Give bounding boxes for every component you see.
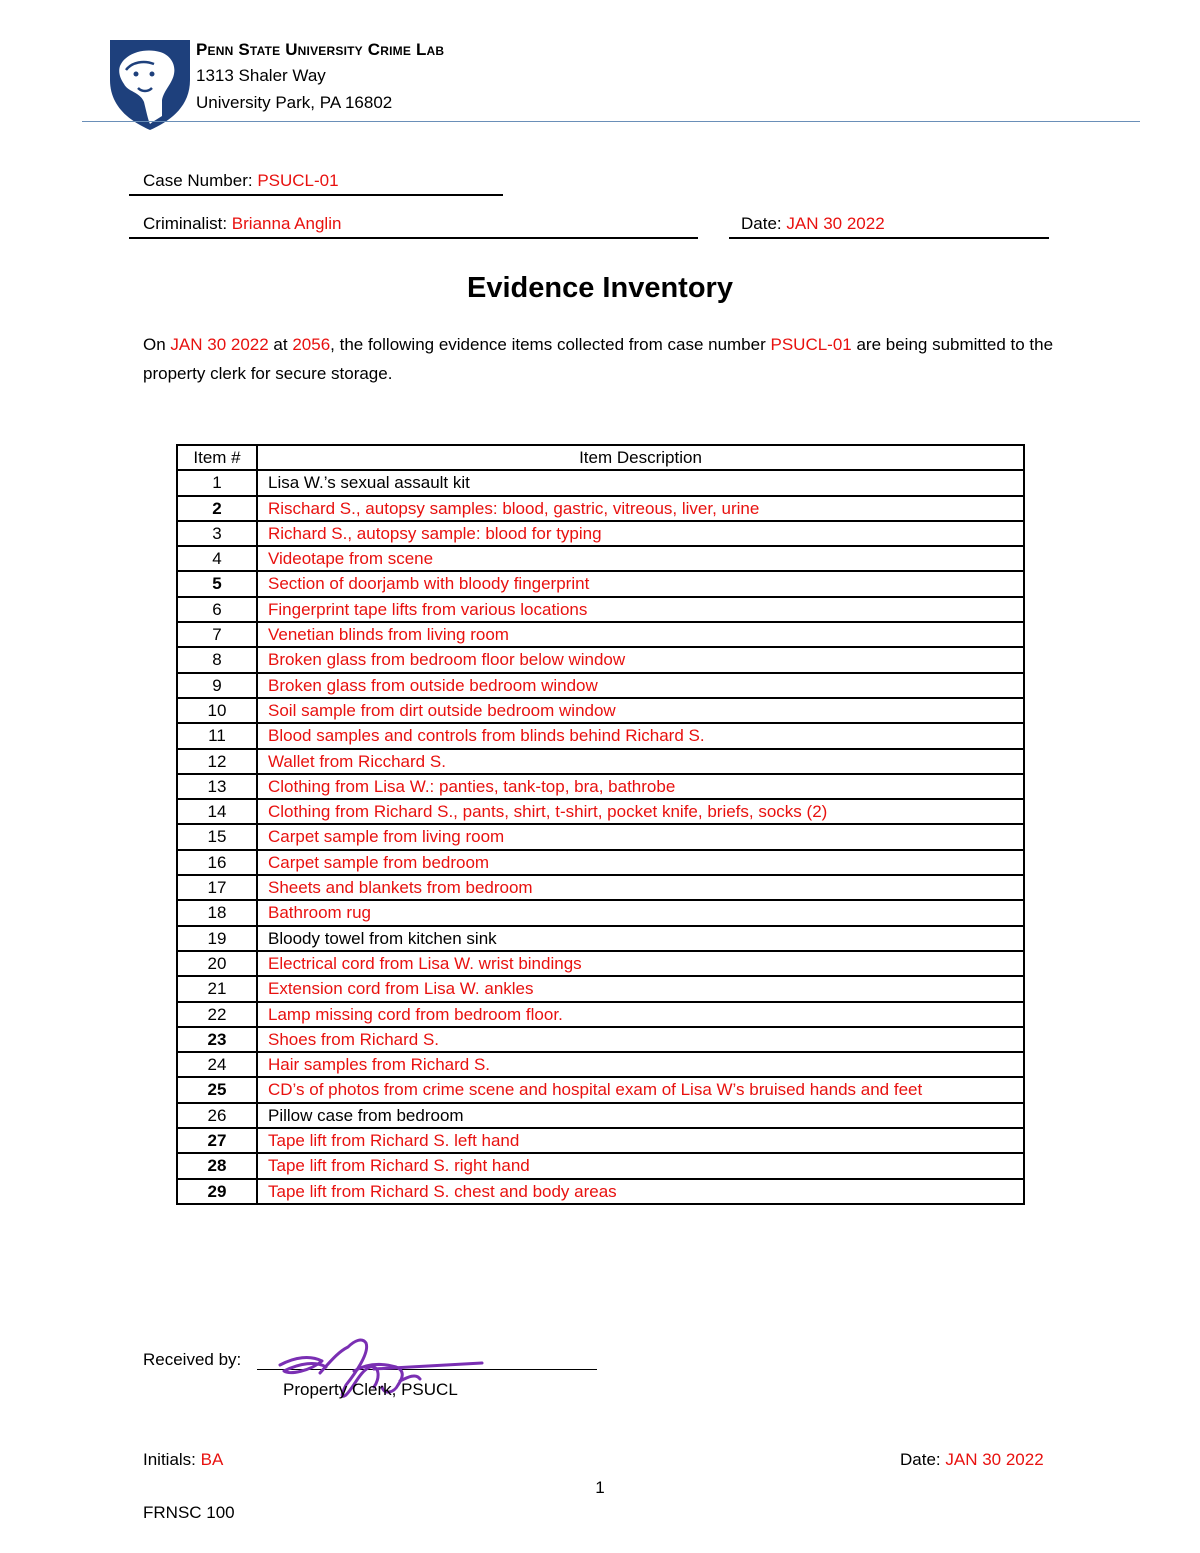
table-row (177, 723, 1024, 748)
item-number-cell: 4 (177, 546, 257, 571)
table-row (177, 647, 1024, 672)
item-description-cell: Venetian blinds from living room (257, 622, 1024, 647)
table-row (177, 850, 1024, 875)
initials-label: Initials: (143, 1450, 201, 1469)
course-code: FRNSC 100 (143, 1503, 235, 1522)
item-number-cell: 26 (177, 1103, 257, 1128)
item-description-cell: Blood samples and controls from blinds behind Richard S. (257, 723, 1024, 748)
item-description-cell: Extension cord from Lisa W. ankles (257, 976, 1024, 1001)
item-description-cell: Electrical cord from Lisa W. wrist bindings (257, 951, 1024, 976)
statement-time: 2056 (292, 335, 331, 354)
item-number-cell: 14 (177, 799, 257, 824)
item-number-cell: 28 (177, 1153, 257, 1178)
table-row (177, 875, 1024, 900)
table-row (177, 749, 1024, 774)
footer-date-field (900, 1450, 1044, 1470)
criminalist-label: Criminalist: (143, 214, 232, 233)
item-description-cell: CD’s of photos from crime scene and hospital exam of Lisa W’s bruised hands and feet (257, 1077, 1024, 1102)
item-number-cell: 13 (177, 774, 257, 799)
item-description-cell: Richard S., autopsy sample: blood for typing (257, 521, 1024, 546)
item-description-cell: Tape lift from Richard S. right hand (257, 1153, 1024, 1178)
criminalist-value: Brianna Anglin (231, 214, 342, 233)
item-number-cell: 11 (177, 723, 257, 748)
statement-text: at (268, 335, 293, 354)
column-header-item-description: Item Description (257, 445, 1024, 470)
table-row (177, 1027, 1024, 1052)
table-row (177, 1179, 1024, 1204)
item-number-cell: 21 (177, 976, 257, 1001)
item-description-cell: Soil sample from dirt outside bedroom window (257, 698, 1024, 723)
item-description-cell: Hair samples from Richard S. (257, 1052, 1024, 1077)
footer-date-value: JAN 30 2022 (945, 1450, 1044, 1469)
item-number-cell: 27 (177, 1128, 257, 1153)
item-description-cell: Videotape from scene (257, 546, 1024, 571)
item-description-cell: Bathroom rug (257, 900, 1024, 925)
page-title: Evidence Inventory (467, 272, 733, 304)
item-description-cell: Sheets and blankets from bedroom (257, 875, 1024, 900)
item-description-cell: Lamp missing cord from bedroom floor. (257, 1002, 1024, 1027)
signature-caption: Property Clerk, PSUCL (283, 1380, 458, 1399)
table-row (177, 673, 1024, 698)
table-row (177, 546, 1024, 571)
table-row (177, 1103, 1024, 1128)
submission-statement (143, 330, 1063, 388)
table-row (177, 1052, 1024, 1077)
statement-text: , the following evidence items collected from case number (330, 335, 771, 354)
item-description-cell: Tape lift from Richard S. chest and body areas (257, 1179, 1024, 1204)
item-description-cell: Tape lift from Richard S. left hand (257, 1128, 1024, 1153)
initials-field (143, 1450, 223, 1470)
lab-address-street: 1313 Shaler Way (196, 66, 326, 85)
item-description-cell: Broken glass from bedroom floor below window (257, 647, 1024, 672)
item-description-cell: Broken glass from outside bedroom window (257, 673, 1024, 698)
item-number-cell: 20 (177, 951, 257, 976)
item-number-cell: 7 (177, 622, 257, 647)
item-number-cell: 17 (177, 875, 257, 900)
table-row (177, 976, 1024, 1001)
item-description-cell: Shoes from Richard S. (257, 1027, 1024, 1052)
item-number-cell: 2 (177, 496, 257, 521)
table-row (177, 951, 1024, 976)
item-number-cell: 8 (177, 647, 257, 672)
item-number-cell: 16 (177, 850, 257, 875)
date-underline (729, 237, 1049, 239)
table-row (177, 799, 1024, 824)
criminalist-underline (129, 237, 698, 239)
criminalist-field (143, 214, 698, 234)
item-description-cell: Pillow case from bedroom (257, 1103, 1024, 1128)
item-number-cell: 29 (177, 1179, 257, 1204)
case-number-field (143, 171, 503, 191)
item-description-cell: Bloody towel from kitchen sink (257, 926, 1024, 951)
item-description-cell: Clothing from Lisa W.: panties, tank-top, bra, bathrobe (257, 774, 1024, 799)
item-description-cell: Carpet sample from living room (257, 824, 1024, 849)
penn-state-shield-logo (106, 36, 194, 132)
table-row (177, 1002, 1024, 1027)
table-header-row (177, 445, 1024, 470)
statement-date: JAN 30 2022 (170, 335, 269, 354)
table-row (177, 597, 1024, 622)
item-number-cell: 10 (177, 698, 257, 723)
item-number-cell: 5 (177, 571, 257, 596)
date-label: Date: (741, 214, 787, 233)
header-divider (82, 121, 1140, 122)
table-row (177, 900, 1024, 925)
item-number-cell: 3 (177, 521, 257, 546)
statement-text: On (143, 335, 171, 354)
item-description-cell: Fingerprint tape lifts from various locations (257, 597, 1024, 622)
footer-date-label: Date: (900, 1450, 946, 1469)
item-number-cell: 9 (177, 673, 257, 698)
item-description-cell: Section of doorjamb with bloody fingerprint (257, 571, 1024, 596)
evidence-table (176, 444, 1025, 1205)
table-row (177, 571, 1024, 596)
table-row (177, 1077, 1024, 1102)
item-description-cell: Lisa W.’s sexual assault kit (257, 470, 1024, 495)
item-number-cell: 18 (177, 900, 257, 925)
table-row (177, 698, 1024, 723)
item-number-cell: 15 (177, 824, 257, 849)
item-number-cell: 25 (177, 1077, 257, 1102)
item-description-cell: Wallet from Ricchard S. (257, 749, 1024, 774)
item-description-cell: Carpet sample from bedroom (257, 850, 1024, 875)
statement-case-number: PSUCL-01 (770, 335, 852, 354)
page-number: 1 (595, 1478, 605, 1497)
table-row (177, 774, 1024, 799)
table-row (177, 926, 1024, 951)
lab-address-city: University Park, PA 16802 (196, 93, 393, 112)
table-row (177, 824, 1024, 849)
statement-text: are being submitted to the property clerk for secure storage. (143, 335, 1054, 383)
item-description-cell: Rischard S., autopsy samples: blood, gastric, vitreous, liver, urine (257, 496, 1024, 521)
table-row (177, 470, 1024, 495)
table-row (177, 1153, 1024, 1178)
table-row (177, 496, 1024, 521)
received-by-label: Received by: (143, 1350, 242, 1369)
evidence-table-body (177, 470, 1024, 1204)
item-number-cell: 1 (177, 470, 257, 495)
item-number-cell: 12 (177, 749, 257, 774)
table-row (177, 622, 1024, 647)
case-number-label: Case Number: (143, 171, 258, 190)
table-row (177, 1128, 1024, 1153)
column-header-item-number: Item # (177, 445, 257, 470)
date-field (741, 214, 1049, 234)
case-number-value: PSUCL-01 (257, 171, 339, 190)
item-number-cell: 6 (177, 597, 257, 622)
lab-name: Penn State University Crime Lab (196, 40, 445, 59)
item-number-cell: 24 (177, 1052, 257, 1077)
item-description-cell: Clothing from Richard S., pants, shirt, t-shirt, pocket knife, briefs, socks (2) (257, 799, 1024, 824)
item-number-cell: 22 (177, 1002, 257, 1027)
case-number-underline (129, 194, 503, 196)
table-row (177, 521, 1024, 546)
initials-value: BA (200, 1450, 224, 1469)
date-value: JAN 30 2022 (786, 214, 885, 233)
item-number-cell: 19 (177, 926, 257, 951)
item-number-cell: 23 (177, 1027, 257, 1052)
